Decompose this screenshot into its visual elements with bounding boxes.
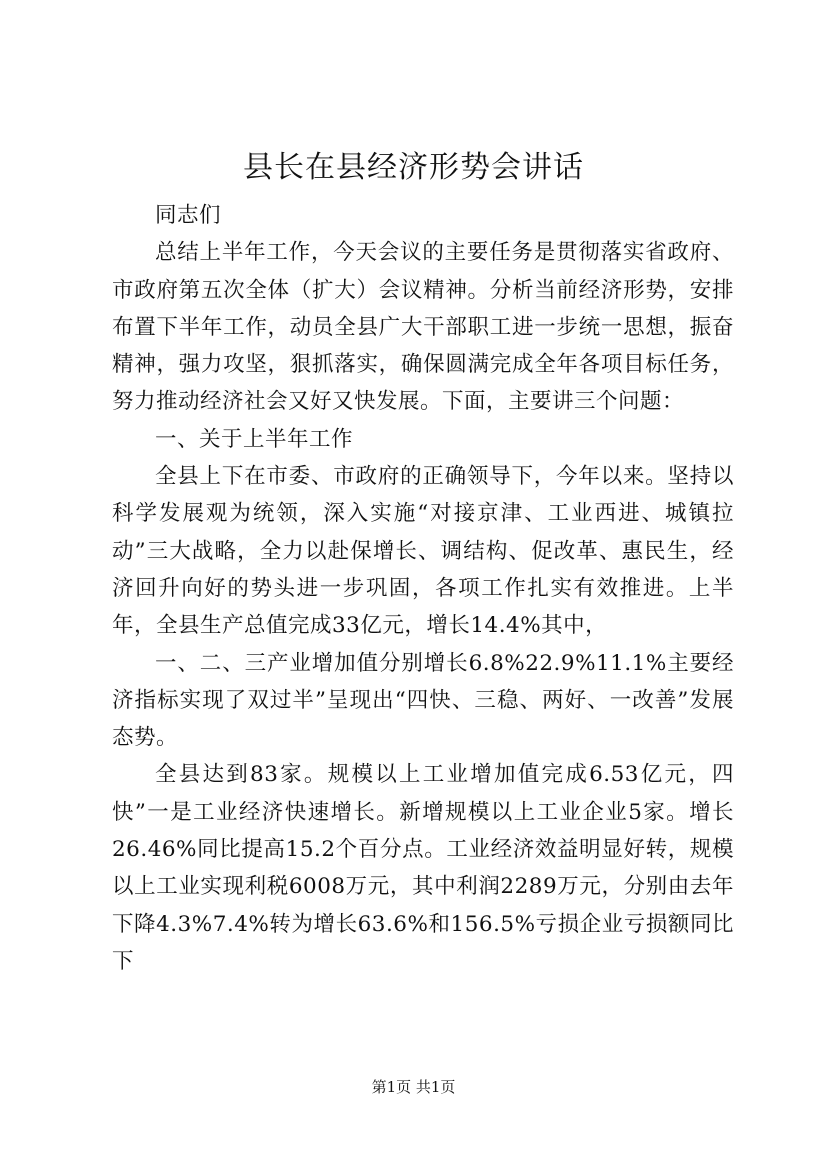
paragraph-overview: 全县上下在市委、市政府的正确领导下，今年以来。坚持以科学发展观为统领，深入实施“对接京津、工业西进、城镇拉动”三大战略，全力以赴保增长、调结构、促改革、惠民生，经济回升向好的势头进一步巩固，各项工作扎实有效推进。上半年，全县生产总值完成33亿元，增长14.4%其中， <box>112 464 734 639</box>
page-footer: 第1页 共1页 <box>371 1078 456 1096</box>
document-body <box>112 197 734 980</box>
paragraph-industrial-economy: 全县达到83家。规模以上工业增加值完成6.53亿元，四快”一是工业经济快速增长。新增规模以上工业企业5家。增长26.46%同比提高15.2个百分点。工业经济效益明显好转，规模以上工业实现利税6008万元，其中利润2289万元，分别由去年下降4.3%7.4%转为增长63.6%和156.5%亏损企业亏损额同比下 <box>112 762 734 974</box>
section-heading: 一、关于上半年工作 <box>155 426 354 452</box>
document-title: 县长在县经济形势会讲话 <box>243 150 584 185</box>
paragraph-industry-growth: 一、二、三产业增加值分别增长6.8%22.9%11.1%主要经济指标实现了双过半”呈现出“四快、三稳、两好、一改善”发展态势。 <box>112 650 734 751</box>
paragraph-intro: 总结上半年工作，今天会议的主要任务是贯彻落实省政府、市政府第五次全体（扩大）会议精神。分析当前经济形势，安排布置下半年工作，动员全县广大干部职工进一步统一思想，振奋精神，强力攻坚，狠抓落实，确保圆满完成全年各项目标任务，努力推动经济社会又好又快发展。下面，主要讲三个问题： <box>112 240 734 415</box>
salutation: 同志们 <box>155 203 222 228</box>
